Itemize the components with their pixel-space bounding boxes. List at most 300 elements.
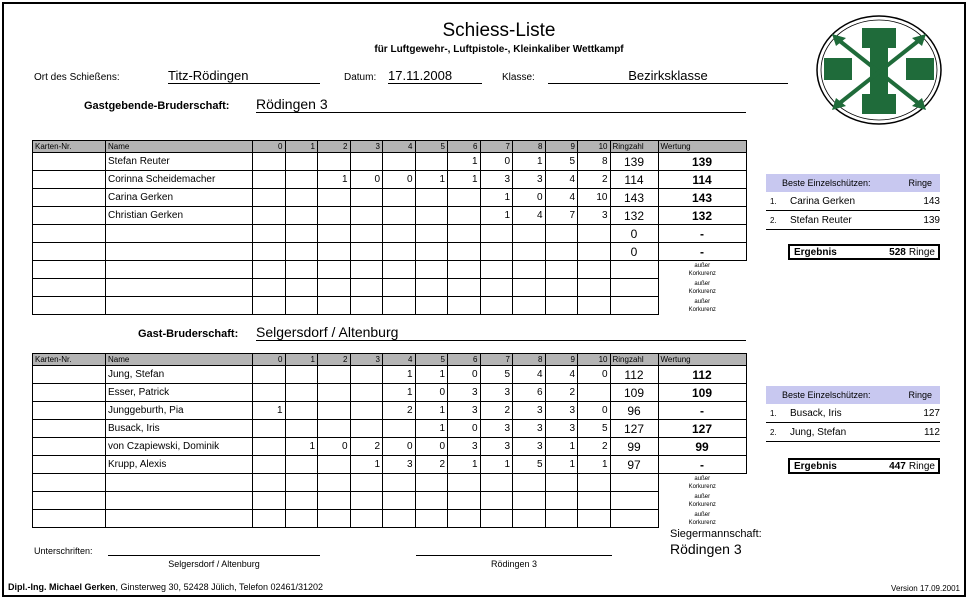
guest-team-label: Gast-Bruderschaft:: [138, 328, 239, 340]
ring-count-5: [415, 225, 448, 243]
empty-cell: [106, 492, 253, 510]
wertung-value: -: [658, 402, 746, 420]
wertung-value: 132: [658, 207, 746, 225]
ring-count-3: [350, 153, 383, 171]
ring-count-0: [253, 243, 286, 261]
col-header-ring-2: 2: [318, 354, 351, 366]
empty-cell: [318, 510, 351, 528]
ausser-konkurrenz-note: außer Korkurenz: [688, 475, 716, 490]
ort-value: Titz-Rödingen: [168, 68, 320, 84]
ring-count-1: [285, 456, 318, 474]
ring-count-8: 4: [513, 207, 546, 225]
klasse-value: Bezirksklasse: [548, 68, 788, 84]
col-header-ring-9: 9: [545, 354, 578, 366]
ring-count-6: 3: [448, 384, 481, 402]
ring-count-0: [253, 225, 286, 243]
empty-cell: [350, 261, 383, 279]
karten-nr-cell: [33, 420, 106, 438]
empty-cell: [106, 474, 253, 492]
col-header-ringzahl: Ringzahl: [610, 141, 658, 153]
klasse-label: Klasse:: [502, 72, 535, 83]
wertung-value: 143: [658, 189, 746, 207]
ring-count-7: 1: [480, 189, 513, 207]
ring-count-8: 3: [513, 171, 546, 189]
ring-count-2: 1: [318, 171, 351, 189]
ring-count-1: 1: [285, 438, 318, 456]
ring-count-1: [285, 420, 318, 438]
karten-nr-cell: [33, 243, 106, 261]
wertung-value: -: [658, 243, 746, 261]
ring-count-9: [545, 225, 578, 243]
col-header-ring-5: 5: [415, 354, 448, 366]
karten-nr-cell: [33, 366, 106, 384]
ring-count-6: 0: [448, 366, 481, 384]
ring-count-4: 3: [383, 456, 416, 474]
host-row: [33, 243, 747, 261]
version-label: Version 17.09.2001: [891, 584, 960, 593]
ring-count-1: [285, 153, 318, 171]
page-subtitle: für Luftgewehr-, Luftpistole-, Kleinkaliber Wettkampf: [374, 44, 624, 55]
empty-cell: [383, 261, 416, 279]
ring-count-10: 2: [578, 171, 611, 189]
empty-cell: [545, 474, 578, 492]
empty-cell: [33, 297, 106, 315]
ring-count-1: [285, 366, 318, 384]
ring-count-2: [318, 366, 351, 384]
shooter-name: Corinna Scheidemacher: [106, 171, 253, 189]
karten-nr-cell: [33, 225, 106, 243]
col-header-name: Name: [106, 354, 253, 366]
ring-count-0: [253, 189, 286, 207]
ausser-konkurrenz-note: außer Korkurenz: [688, 262, 716, 277]
empty-cell: [33, 474, 106, 492]
empty-cell: [448, 474, 481, 492]
shooter-name: von Czapiewski, Dominik: [106, 438, 253, 456]
ring-count-2: [318, 402, 351, 420]
col-header-ring-5: 5: [415, 141, 448, 153]
wertung-value: 112: [658, 366, 746, 384]
host-extra-row: [33, 261, 747, 279]
guest-score-table: [32, 353, 747, 528]
ring-count-3: 2: [350, 438, 383, 456]
host-team-name: Rödingen 3: [256, 96, 746, 113]
sieger-value: Rödingen 3: [670, 541, 742, 557]
col-header-ringzahl: Ringzahl: [610, 354, 658, 366]
ring-count-0: [253, 420, 286, 438]
ring-count-10: [578, 384, 611, 402]
ringzahl-value: 0: [610, 243, 658, 261]
ringzahl-value: 143: [610, 189, 658, 207]
ring-count-1: [285, 171, 318, 189]
shooter-name: Krupp, Alexis: [106, 456, 253, 474]
ring-count-3: [350, 189, 383, 207]
empty-cell: [285, 492, 318, 510]
col-header-ring-10: 10: [578, 354, 611, 366]
empty-cell: [610, 261, 658, 279]
karten-nr-cell: [33, 402, 106, 420]
ring-count-0: [253, 207, 286, 225]
col-header-ring-8: 8: [513, 354, 546, 366]
ring-count-6: 3: [448, 402, 481, 420]
shooter-name: Jung, Stefan: [106, 366, 253, 384]
guest-best-shooters: [766, 386, 940, 442]
col-header-ring-8: 8: [513, 141, 546, 153]
ring-count-10: 8: [578, 153, 611, 171]
empty-cell: [513, 492, 546, 510]
empty-cell: [383, 279, 416, 297]
shooter-name: [106, 243, 253, 261]
host-team-label: Gastgebende-Bruderschaft:: [84, 100, 230, 112]
empty-cell: [383, 492, 416, 510]
ring-count-1: [285, 225, 318, 243]
ring-count-7: 3: [480, 384, 513, 402]
empty-cell: [318, 474, 351, 492]
empty-cell: [33, 279, 106, 297]
empty-cell: [285, 297, 318, 315]
karten-nr-cell: [33, 438, 106, 456]
guest-extra-row: [33, 492, 747, 510]
ring-count-2: 0: [318, 438, 351, 456]
empty-cell: [545, 261, 578, 279]
ringzahl-value: 132: [610, 207, 658, 225]
ringzahl-value: 112: [610, 366, 658, 384]
ring-count-10: 5: [578, 420, 611, 438]
ring-count-9: 4: [545, 366, 578, 384]
empty-cell: [383, 510, 416, 528]
ring-count-8: [513, 243, 546, 261]
guest-row: [33, 366, 747, 384]
ring-count-2: [318, 456, 351, 474]
host-extra-row: [33, 297, 747, 315]
ring-count-4: 1: [383, 366, 416, 384]
empty-cell: [33, 492, 106, 510]
shooter-name: Esser, Patrick: [106, 384, 253, 402]
ring-count-3: [350, 420, 383, 438]
ring-count-8: 1: [513, 153, 546, 171]
empty-cell: [578, 474, 611, 492]
empty-cell: [106, 261, 253, 279]
col-header-karten: Karten-Nr.: [33, 354, 106, 366]
ring-count-8: 0: [513, 189, 546, 207]
col-header-ring-4: 4: [383, 141, 416, 153]
ring-count-4: [383, 153, 416, 171]
ring-count-2: [318, 243, 351, 261]
ring-count-6: 3: [448, 438, 481, 456]
empty-cell: [513, 261, 546, 279]
ring-count-9: 3: [545, 420, 578, 438]
empty-cell: [253, 474, 286, 492]
ring-count-1: [285, 243, 318, 261]
ring-count-4: 1: [383, 384, 416, 402]
empty-cell: [480, 297, 513, 315]
ring-count-5: 1: [415, 171, 448, 189]
ringzahl-value: 139: [610, 153, 658, 171]
host-extra-row: [33, 279, 747, 297]
ringzahl-value: 114: [610, 171, 658, 189]
ring-count-8: 5: [513, 456, 546, 474]
ring-count-10: 3: [578, 207, 611, 225]
ring-count-4: 0: [383, 438, 416, 456]
empty-cell: [610, 474, 658, 492]
host-ergebnis-box: Ergebnis 528 Ringe: [788, 244, 940, 260]
col-header-ring-6: 6: [448, 354, 481, 366]
empty-cell: [106, 297, 253, 315]
empty-cell: [253, 261, 286, 279]
wertung-value: -: [658, 456, 746, 474]
empty-cell: [578, 297, 611, 315]
ring-count-10: 0: [578, 402, 611, 420]
empty-cell: [480, 474, 513, 492]
empty-cell: [253, 297, 286, 315]
host-score-table: [32, 140, 747, 315]
empty-cell: [350, 474, 383, 492]
guest-ergebnis-box: Ergebnis 447 Ringe: [788, 458, 940, 474]
ring-count-5: 0: [415, 438, 448, 456]
guest-extra-row: [33, 474, 747, 492]
col-header-name: Name: [106, 141, 253, 153]
ring-count-1: [285, 207, 318, 225]
author-line: Dipl.-Ing. Michael Gerken, Ginsterweg 30, 52428 Jülich, Telefon 02461/31202: [8, 582, 324, 592]
ring-count-5: [415, 189, 448, 207]
shooter-name: Junggeburth, Pia: [106, 402, 253, 420]
ring-count-1: [285, 402, 318, 420]
ausser-konkurrenz-note: außer Korkurenz: [688, 298, 716, 313]
ring-count-8: 3: [513, 420, 546, 438]
empty-cell: [578, 261, 611, 279]
ring-count-6: [448, 189, 481, 207]
karten-nr-cell: [33, 189, 106, 207]
ring-count-5: 1: [415, 420, 448, 438]
empty-cell: [350, 279, 383, 297]
empty-cell: [610, 279, 658, 297]
ring-count-0: [253, 438, 286, 456]
ring-count-5: [415, 207, 448, 225]
empty-cell: [415, 474, 448, 492]
empty-cell: [545, 492, 578, 510]
ring-count-7: 3: [480, 420, 513, 438]
ring-count-5: 1: [415, 402, 448, 420]
empty-cell: [253, 279, 286, 297]
ring-count-3: [350, 384, 383, 402]
ringzahl-value: 0: [610, 225, 658, 243]
ring-count-7: 1: [480, 456, 513, 474]
shooter-name: Stefan Reuter: [106, 153, 253, 171]
empty-cell: [383, 297, 416, 315]
ring-count-3: [350, 225, 383, 243]
ringzahl-value: 96: [610, 402, 658, 420]
ring-count-9: 5: [545, 153, 578, 171]
ring-count-6: [448, 225, 481, 243]
ort-label: Ort des Schießens:: [34, 72, 120, 83]
col-header-ring-1: 1: [285, 354, 318, 366]
ring-count-9: 2: [545, 384, 578, 402]
col-header-ring-2: 2: [318, 141, 351, 153]
ring-count-2: [318, 420, 351, 438]
ring-count-10: [578, 243, 611, 261]
ring-count-0: [253, 366, 286, 384]
shooter-name: [106, 225, 253, 243]
ring-count-9: 1: [545, 438, 578, 456]
ring-count-7: 3: [480, 438, 513, 456]
col-header-karten: Karten-Nr.: [33, 141, 106, 153]
ring-count-7: 3: [480, 171, 513, 189]
ringzahl-value: 99: [610, 438, 658, 456]
host-best-row-1: 1. Carina Gerken 143: [766, 192, 940, 211]
ring-count-2: [318, 384, 351, 402]
col-header-ring-3: 3: [350, 141, 383, 153]
ring-count-7: [480, 243, 513, 261]
signature-line-guest: [108, 555, 320, 556]
empty-cell: [578, 279, 611, 297]
col-header-wertung: Wertung: [658, 354, 746, 366]
empty-cell: [545, 510, 578, 528]
shooter-name: Busack, Iris: [106, 420, 253, 438]
col-header-wertung: Wertung: [658, 141, 746, 153]
empty-cell: [415, 492, 448, 510]
ring-count-6: [448, 207, 481, 225]
ring-count-6: 1: [448, 153, 481, 171]
ring-count-10: 1: [578, 456, 611, 474]
ring-count-4: [383, 189, 416, 207]
ring-count-7: 5: [480, 366, 513, 384]
empty-cell: [415, 297, 448, 315]
empty-cell: [610, 297, 658, 315]
empty-cell: [106, 279, 253, 297]
col-header-ring-1: 1: [285, 141, 318, 153]
empty-cell: [610, 492, 658, 510]
col-header-ring-9: 9: [545, 141, 578, 153]
guest-team-name: Selgersdorf / Altenburg: [256, 324, 746, 341]
ausser-konkurrenz-note: außer Korkurenz: [688, 280, 716, 295]
wertung-value: 139: [658, 153, 746, 171]
sieger-label: Siegermannschaft:: [670, 528, 762, 540]
empty-cell: [578, 510, 611, 528]
guest-row: [33, 456, 747, 474]
col-header-ring-0: 0: [253, 354, 286, 366]
host-best-header: Beste Einzelschützen: Ringe: [766, 174, 940, 192]
karten-nr-cell: [33, 384, 106, 402]
empty-cell: [33, 510, 106, 528]
guest-row: [33, 420, 747, 438]
empty-cell: [480, 492, 513, 510]
ring-count-7: 0: [480, 153, 513, 171]
ring-count-8: [513, 225, 546, 243]
wertung-value: -: [658, 225, 746, 243]
ring-count-5: [415, 243, 448, 261]
col-header-ring-0: 0: [253, 141, 286, 153]
ring-count-9: 3: [545, 402, 578, 420]
empty-cell: [285, 279, 318, 297]
ring-count-4: [383, 225, 416, 243]
guest-best-row-2: 2. Jung, Stefan 112: [766, 423, 940, 442]
ring-count-2: [318, 189, 351, 207]
unterschriften-label: Unterschriften:: [34, 546, 93, 556]
empty-cell: [285, 474, 318, 492]
ring-count-9: 7: [545, 207, 578, 225]
empty-cell: [480, 510, 513, 528]
empty-cell: [545, 297, 578, 315]
empty-cell: [545, 279, 578, 297]
ring-count-4: [383, 420, 416, 438]
ring-count-2: [318, 225, 351, 243]
ring-count-9: [545, 243, 578, 261]
karten-nr-cell: [33, 153, 106, 171]
empty-cell: [106, 510, 253, 528]
karten-nr-cell: [33, 171, 106, 189]
host-row: [33, 207, 747, 225]
empty-cell: [415, 279, 448, 297]
datum-value: 17.11.2008: [388, 68, 482, 84]
empty-cell: [448, 297, 481, 315]
ringzahl-value: 127: [610, 420, 658, 438]
signature-caption-guest: Selgersdorf / Altenburg: [168, 559, 260, 569]
ring-count-10: 10: [578, 189, 611, 207]
empty-cell: [513, 297, 546, 315]
ausser-konkurrenz-note: außer Korkurenz: [688, 493, 716, 508]
ausser-konkurrenz-note: außer Korkurenz: [688, 511, 716, 526]
ring-count-5: 2: [415, 456, 448, 474]
ring-count-1: [285, 189, 318, 207]
empty-cell: [285, 510, 318, 528]
empty-cell: [480, 261, 513, 279]
ring-count-3: [350, 207, 383, 225]
guest-best-header: Beste Einzelschützen: Ringe: [766, 386, 940, 404]
guest-best-row-1: 1. Busack, Iris 127: [766, 404, 940, 423]
signature-caption-host: Rödingen 3: [490, 559, 538, 569]
host-best-shooters: [766, 174, 940, 230]
ring-count-6: 1: [448, 171, 481, 189]
empty-cell: [578, 492, 611, 510]
ring-count-3: 1: [350, 456, 383, 474]
ring-count-10: 0: [578, 366, 611, 384]
empty-cell: [253, 492, 286, 510]
shooter-name: Christian Gerken: [106, 207, 253, 225]
guest-row: [33, 384, 747, 402]
ring-count-10: [578, 225, 611, 243]
empty-cell: [448, 279, 481, 297]
ring-count-6: [448, 243, 481, 261]
ring-count-0: [253, 456, 286, 474]
host-row: [33, 171, 747, 189]
ring-count-2: [318, 207, 351, 225]
col-header-ring-7: 7: [480, 354, 513, 366]
ring-count-0: [253, 171, 286, 189]
shooter-name: Carina Gerken: [106, 189, 253, 207]
karten-nr-cell: [33, 207, 106, 225]
col-header-ring-6: 6: [448, 141, 481, 153]
ring-count-1: [285, 384, 318, 402]
empty-cell: [350, 492, 383, 510]
ring-count-4: 2: [383, 402, 416, 420]
ring-count-7: 1: [480, 207, 513, 225]
empty-cell: [253, 510, 286, 528]
ringzahl-value: 109: [610, 384, 658, 402]
ringzahl-value: 97: [610, 456, 658, 474]
ring-count-8: 4: [513, 366, 546, 384]
ring-count-9: 1: [545, 456, 578, 474]
empty-cell: [480, 279, 513, 297]
empty-cell: [350, 510, 383, 528]
empty-cell: [610, 510, 658, 528]
guest-row: [33, 402, 747, 420]
ring-count-4: 0: [383, 171, 416, 189]
ring-count-9: 4: [545, 189, 578, 207]
guest-extra-row: [33, 510, 747, 528]
empty-cell: [350, 297, 383, 315]
ring-count-0: [253, 153, 286, 171]
signature-line-host: [416, 555, 612, 556]
host-row: [33, 225, 747, 243]
